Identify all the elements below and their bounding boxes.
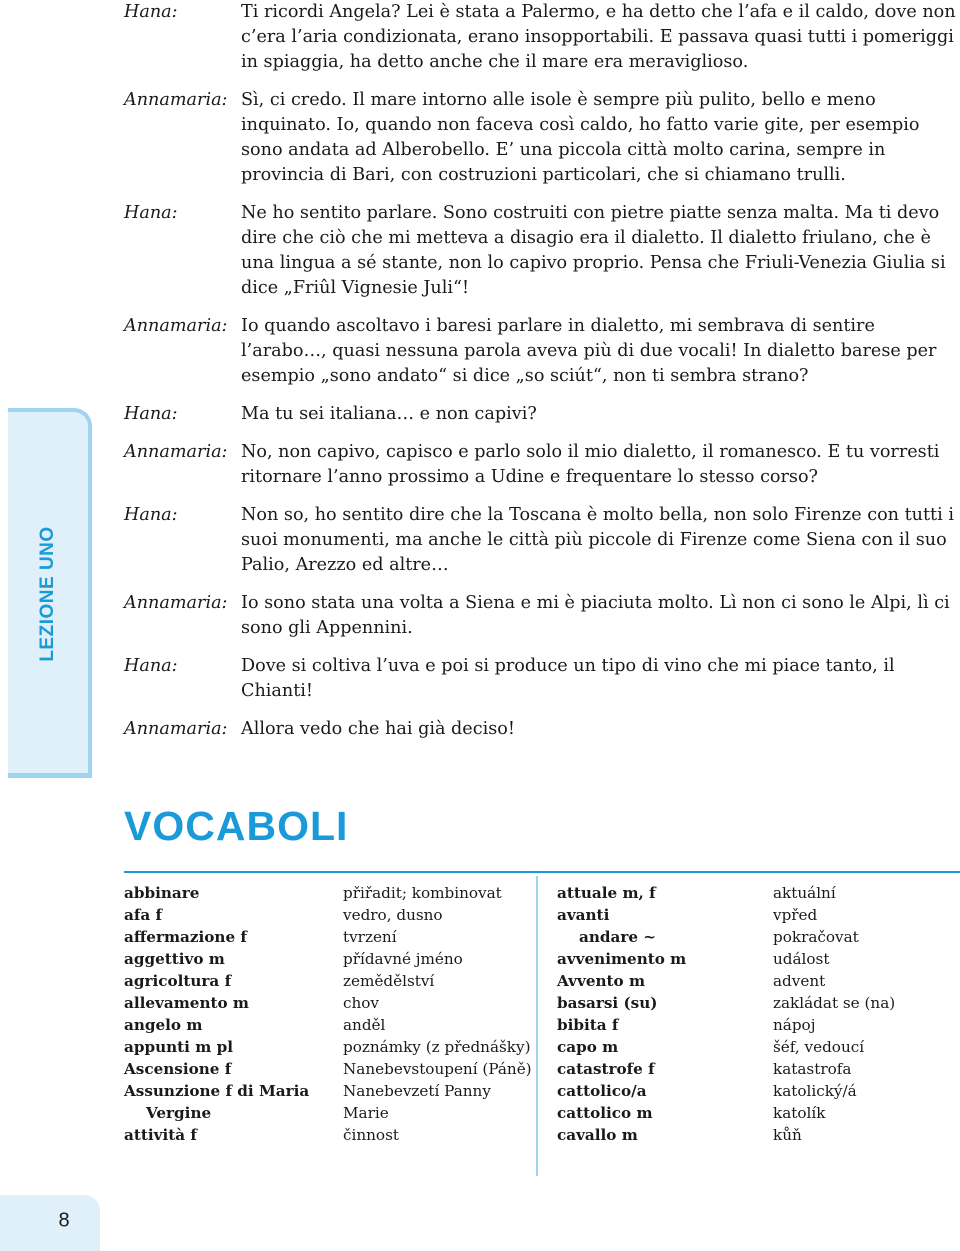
vocab-translation: Nanebevstoupení (Páně) (343, 1060, 532, 1078)
vocab-terms-left (124, 882, 309, 1146)
vocab-translation: zemědělství (343, 972, 435, 990)
speech-text: Ma tu sei italiana… e non capivi? (241, 404, 537, 424)
vocab-term: Ascensione f (124, 1060, 232, 1078)
vocab-translation: vpřed (773, 906, 818, 924)
speaker-name: Annamaria: (124, 719, 228, 739)
vocab-translation: Marie (343, 1104, 389, 1122)
vocab-term: aggettivo m (124, 950, 225, 968)
speech-text: Allora vedo che hai già deciso! (241, 719, 515, 739)
vocab-terms-right (557, 882, 686, 1146)
dialogue-turn (124, 402, 960, 427)
vocab-translation: poznámky (z přednášky) (343, 1038, 531, 1056)
vocab-term: affermazione f (124, 928, 247, 946)
vocab-term: catastrofe f (557, 1060, 655, 1078)
vocab-term: appunti m pl (124, 1038, 233, 1056)
vocab-term: angelo m (124, 1016, 203, 1034)
vocab-term: capo m (557, 1038, 619, 1056)
vocab-term: avanti (557, 906, 610, 924)
vocab-term: abbinare (124, 884, 200, 902)
vocab-translation: advent (773, 972, 826, 990)
vocab-translation: událost (773, 950, 830, 968)
speech-text: No, non capivo, capisco e parlo solo il mio dialetto, il romanesco. E tu vorresti ritornare l’anno prossimo a Udine e frequentare lo stesso corso? (241, 442, 940, 487)
vocab-translation: katastrofa (773, 1060, 852, 1078)
vocab-translation: kůň (773, 1126, 802, 1144)
vocab-rule (124, 871, 960, 873)
speech-text: Dove si coltiva l’uva e poi si produce un tipo di vino che mi piace tanto, il Chianti! (241, 656, 895, 701)
vocab-translation: katolický/á (773, 1082, 857, 1100)
side-tab-underline (8, 773, 92, 778)
vocab-translation: Nanebevzetí Panny (343, 1082, 491, 1100)
speaker-name: Annamaria: (124, 90, 228, 110)
vocab-translation: pokračovat (773, 928, 859, 946)
dialogue-turn (124, 0, 960, 75)
vocab-term: avvenimento m (557, 950, 687, 968)
vocab-translation: přiřadit; kombinovat (343, 884, 502, 902)
vocab-term: Avvento m (557, 972, 646, 990)
vocab-term: cattolico m (557, 1104, 653, 1122)
dialogue-turn (124, 717, 960, 742)
vocab-term: Assunzione f di Maria (124, 1082, 310, 1100)
speaker-name: Hana: (124, 505, 178, 525)
vocab-term: bibita f (557, 1016, 619, 1034)
vocab-term: Vergine (146, 1104, 212, 1122)
speaker-name: Hana: (124, 404, 178, 424)
speech-text: Sì, ci credo. Il mare intorno alle isole è sempre più pulito, bello e meno inquinato. Io, quando non faceva così caldo, ho fatto varie gite, per esempio sono andata ad Alberobello. E’ una piccola città molto carina, sempre in provincia di Bari, con costruzioni particolari, che si chiamano trulli. (241, 90, 920, 185)
speaker-name: Annamaria: (124, 316, 228, 336)
vocab-term: andare ~ (579, 928, 657, 946)
vocab-term: afa f (124, 906, 163, 924)
speaker-name: Hana: (124, 656, 178, 676)
speech-text: Ti ricordi Angela? Lei è stata a Palermo, e ha detto che l’afa e il caldo, dove non c’era l’aria condizionata, erano insopportabili. E passava quasi tutti i pomeriggi in spiaggia, ha detto anche che il mare era meraviglioso. (241, 2, 956, 72)
dialogue-turn (124, 88, 960, 188)
vocab-translation: katolík (773, 1104, 826, 1122)
dialogue-turn (124, 591, 960, 641)
vocab-translation: šéf, vedoucí (773, 1038, 865, 1056)
vocab-column-divider (536, 876, 538, 1176)
page-number-badge (0, 1195, 100, 1251)
vocab-title: VOCABOLI (124, 803, 349, 849)
vocab-translation: vedro, dusno (343, 906, 443, 924)
speaker-name: Annamaria: (124, 593, 228, 613)
speech-text: Io sono stata una volta a Siena e mi è piaciuta molto. Lì non ci sono le Alpi, lì ci sono gli Appennini. (241, 593, 950, 638)
lesson-label: LEZIONE UNO (37, 526, 58, 662)
vocab-translation: aktuální (773, 884, 836, 902)
speech-text: Io quando ascoltavo i baresi parlare in dialetto, mi sembrava di sentire l’arabo…, quasi nessuna parola aveva più di due vocali! In dialetto barese per esempio „sono andato“ si dice „so sciút“, non ti sembra strano? (241, 316, 937, 386)
speaker-name: Hana: (124, 203, 178, 223)
vocab-term: cattolico/a (557, 1082, 647, 1100)
vocab-term: agricoltura f (124, 972, 232, 990)
vocab-translation: činnost (343, 1126, 399, 1144)
speaker-name: Annamaria: (124, 442, 228, 462)
dialogue-turn (124, 201, 960, 301)
dialogue-turn (124, 503, 960, 578)
dialogue-turn (124, 654, 960, 704)
speech-text: Ne ho sentito parlare. Sono costruiti con pietre piatte senza malta. Ma ti devo dire che ciò che mi metteva a disagio era il dialetto. Il dialetto friulano, che è una lingua a sé stante, non lo capivo proprio. Pensa che Friuli-Venezia Giulia si dice „Friûl Vignesie Juli“! (241, 203, 946, 298)
vocab-term: attuale m, f (557, 884, 656, 902)
vocab-term: attività f (124, 1126, 197, 1144)
lesson-side-tab (8, 408, 92, 777)
vocab-term: allevamento m (124, 994, 249, 1012)
dialogue-turn (124, 440, 960, 490)
dialogue (124, 0, 960, 755)
vocab-term: cavallo m (557, 1126, 638, 1144)
vocab-term: basarsi (su) (557, 994, 658, 1012)
speech-text: Non so, ho sentito dire che la Toscana è molto bella, non solo Firenze con tutti i suoi monumenti, ma anche le città più piccole di Firenze come Siena con il suo Palio, Arezzo ed altre… (241, 505, 954, 575)
vocab-translation: nápoj (773, 1016, 816, 1034)
speaker-name: Hana: (124, 2, 178, 22)
dialogue-turn (124, 314, 960, 389)
page-number: 8 (58, 1209, 70, 1232)
vocab-translations-right (773, 882, 895, 1146)
vocab-translation: chov (343, 994, 380, 1012)
vocab-translation: přídavné jméno (343, 950, 463, 968)
vocab-translation: anděl (343, 1016, 386, 1034)
vocab-translation: tvrzení (343, 928, 397, 946)
vocab-translation: zakládat se (na) (773, 994, 896, 1012)
vocab-translations-left (343, 882, 532, 1146)
